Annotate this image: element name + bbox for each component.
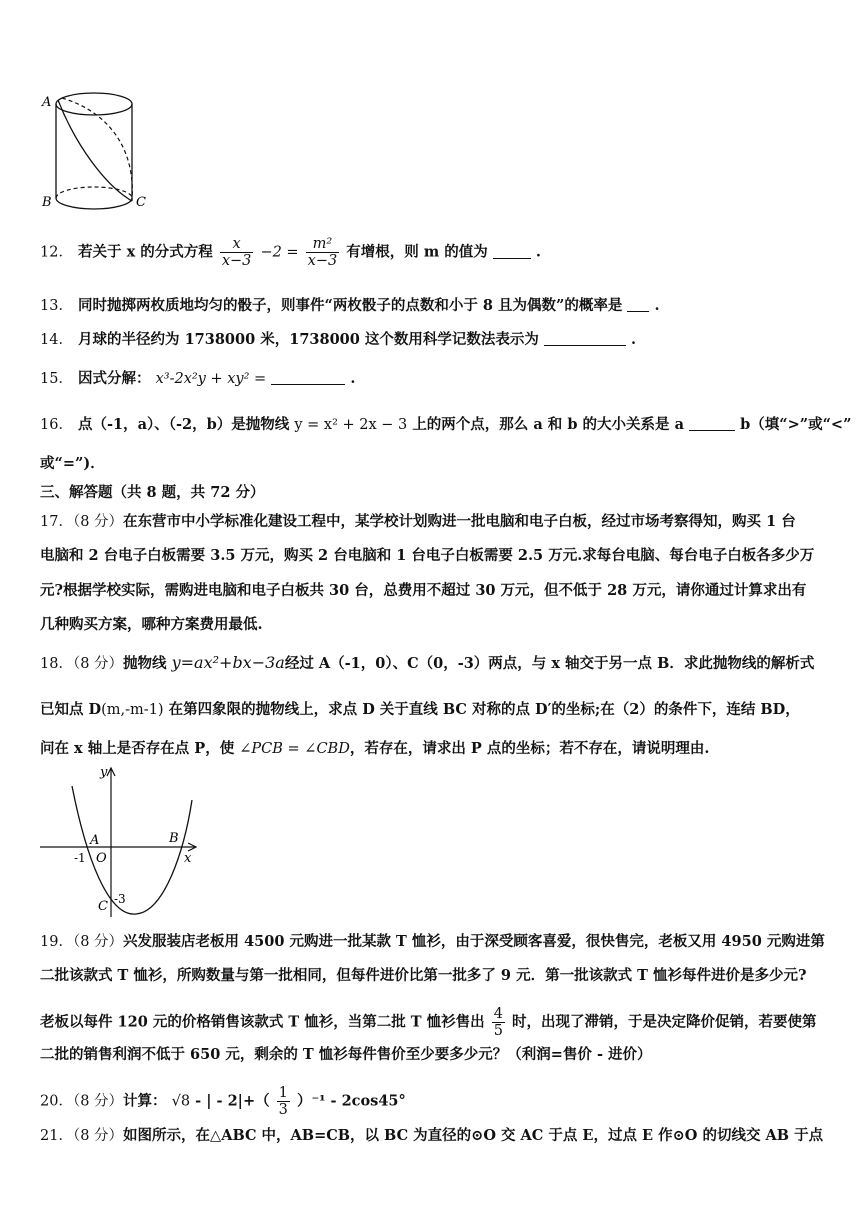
question-19-line2: 二批该款式 T 恤衫，所购数量与第一批相同，但每件进价比第一批多了 9 元．第一批该款式 T 恤衫每件进价是多少元? (40, 967, 807, 984)
y-axis-label: y (100, 765, 108, 780)
cylinder-top-ellipse (56, 93, 132, 115)
angle-expression: ∠PCB = ∠CBD (239, 741, 350, 757)
question-text: 因式分解： (78, 370, 151, 387)
question-13: 13． 同时抛掷两枚质地均匀的骰子，则事件“两枚骰子的点数和小于 8 且为偶数”的概率是 . (40, 297, 660, 314)
question-16 (40, 415, 851, 435)
fraction-one-third: $\frac{1}{3}$ (278, 1085, 288, 1118)
question-number: 16． (40, 417, 73, 433)
neg1-label: -1 (74, 851, 86, 865)
x-axis-label: x (184, 851, 192, 866)
question-number: 15． (40, 371, 73, 387)
question-17-line4: 几种购买方案，哪种方案费用最低. (40, 616, 263, 633)
question-12: 12． 若关于 x 的分式方程 $\frac{x}{x-3}$ −2 = $\frac{\text{m²}}{x-3}$ 有增根，则 m 的值为 . (40, 236, 541, 269)
equation-middle: −2 = (260, 244, 299, 261)
question-14: 14． 月球的半径约为 1738000 米，1738000 这个数用科学记数法表示为 . (40, 331, 637, 348)
parabola-figure (36, 762, 206, 922)
parabola-curve (72, 786, 192, 914)
section-title: 三、解答题（共 8 题，共 72 分） (40, 484, 265, 501)
point-c-label: C (98, 899, 108, 914)
question-text-3: b（填“>”或“<” (740, 416, 852, 433)
cylinder-figure (36, 86, 156, 216)
question-number: 19． (40, 934, 73, 950)
answer-blank[interactable] (493, 244, 531, 259)
question-number: 12． (40, 244, 73, 261)
neg3-label: -3 (114, 892, 126, 906)
question-score: （8 分） (72, 1093, 124, 1110)
sqrt-expression: √8 (171, 1093, 191, 1110)
point-b-label: B (169, 831, 179, 846)
question-text-post: 有增根，则 m 的值为 (346, 243, 488, 261)
question-15: 15． 因式分解： x³-2x²y + xy² = . (40, 370, 356, 387)
question-17-line2: 电脑和 2 台电子白板需要 3.5 万元，购买 2 台电脑和 1 台电子白板需要 2.5 万元.求每台电脑、每台电子白板各多少万 (40, 547, 815, 564)
question-19-line4: 二批的销售利润不低于 650 元，剩余的 T 恤衫每件售价至少要多少元？（利润=售价 - 进价） (40, 1046, 652, 1063)
label-b: B (42, 195, 52, 210)
fraction-1: $\frac{x}{x-3}$ (221, 236, 252, 269)
point-a-label: A (90, 833, 100, 848)
factor-expression: x³-2x²y + xy² = (155, 371, 267, 387)
question-text: 点（-1，a）、（-2，b）是抛物线 (78, 416, 290, 433)
question-text: 月球的半径约为 1738000 米，1738000 这个数用科学记数法表示为 (78, 331, 539, 348)
question-number: 18． (40, 656, 73, 672)
question-17-line3: 元?根据学校实际，需购进电脑和电子白板共 30 台，总费用不超过 30 万元，但不低于 28 万元，请你通过计算求出有 (40, 582, 807, 599)
question-score: （8 分） (72, 934, 124, 950)
parabola-expression: y=ax²+bx−3a (171, 653, 285, 672)
question-17-line1: 17．（8 分）在东营市中小学标准化建设工程中，某学校计划购进一批电脑和电子白板，经过市场考察得知，购买 1 台 (40, 513, 796, 530)
question-number: 13． (40, 298, 73, 314)
origin-label: O (96, 851, 107, 866)
cylinder-bottom-front-arc (56, 198, 132, 209)
question-20: 20．（8 分）计算： √8 - | - 2|+（ $\frac{1}{3}$ ）⁻¹ - 2cos45° (40, 1085, 406, 1118)
answer-blank[interactable] (544, 331, 626, 346)
question-score: （8 分） (72, 656, 124, 672)
question-21-line1: 21．（8 分）如图所示，在△ABC 中，AB=CB，以 BC 为直径的⊙O 交 AC 于点 E，过点 E 作⊙O 的切线交 AB 于点 (40, 1127, 824, 1144)
answer-blank[interactable] (627, 297, 649, 312)
question-score: （8 分） (72, 1128, 124, 1144)
question-text: 同时抛掷两枚质地均匀的骰子，则事件“两枚骰子的点数和小于 8 且为偶数”的概率是 (78, 297, 623, 314)
question-19-line3: 老板以每件 120 元的价格销售该款式 T 恤衫，当第二批 T 恤衫售出 $\frac{4}{5}$ 时，出现了滞销，于是决定降价促销，若要使第 (40, 1006, 817, 1039)
fraction-four-fifths: $\frac{4}{5}$ (493, 1006, 503, 1039)
question-16-line2: 或“=”)． (40, 455, 105, 472)
question-score: （8 分） (72, 514, 124, 530)
question-number: 20． (40, 1093, 73, 1110)
question-text-2: 上的两个点，那么 a 和 b 的大小关系是 a (412, 416, 684, 433)
parabola-expression: y = x² + 2x − 3 (294, 417, 408, 433)
question-number: 14． (40, 332, 73, 348)
question-number: 21． (40, 1128, 73, 1144)
answer-blank[interactable] (271, 370, 345, 385)
question-18-line2: 已知点 D(m,-m-1) 在第四象限的抛物线上，求点 D 关于直线 BC 对称的点 D′的坐标;在（2）的条件下，连结 BD， (40, 701, 800, 718)
fraction-2: $\frac{\text{m²}}{x-3}$ (307, 236, 338, 269)
label-c: C (136, 195, 146, 210)
question-18-line1: 18．（8 分）抛物线 y=ax²+bx−3a经过 A（-1，0）、C（0，-3）两点，与 x 轴交于另一点 B．求此抛物线的解析式 (40, 653, 815, 672)
question-text: 若关于 x 的分式方程 (78, 243, 213, 261)
question-19-line1: 19．（8 分）兴发服装店老板用 4500 元购进一批某款 T 恤衫，由于深受顾客喜爱，很快售完，老板又用 4950 元购进第 (40, 933, 825, 950)
label-a: A (42, 95, 52, 110)
point-d-coords: (m,-m-1) (101, 702, 164, 718)
question-number: 17． (40, 514, 73, 530)
answer-blank[interactable] (689, 416, 735, 431)
question-18-line3: 问在 x 轴上是否存在点 P，使 ∠PCB = ∠CBD，若存在，请求出 P 点的坐标；若不存在，请说明理由. (40, 740, 710, 757)
